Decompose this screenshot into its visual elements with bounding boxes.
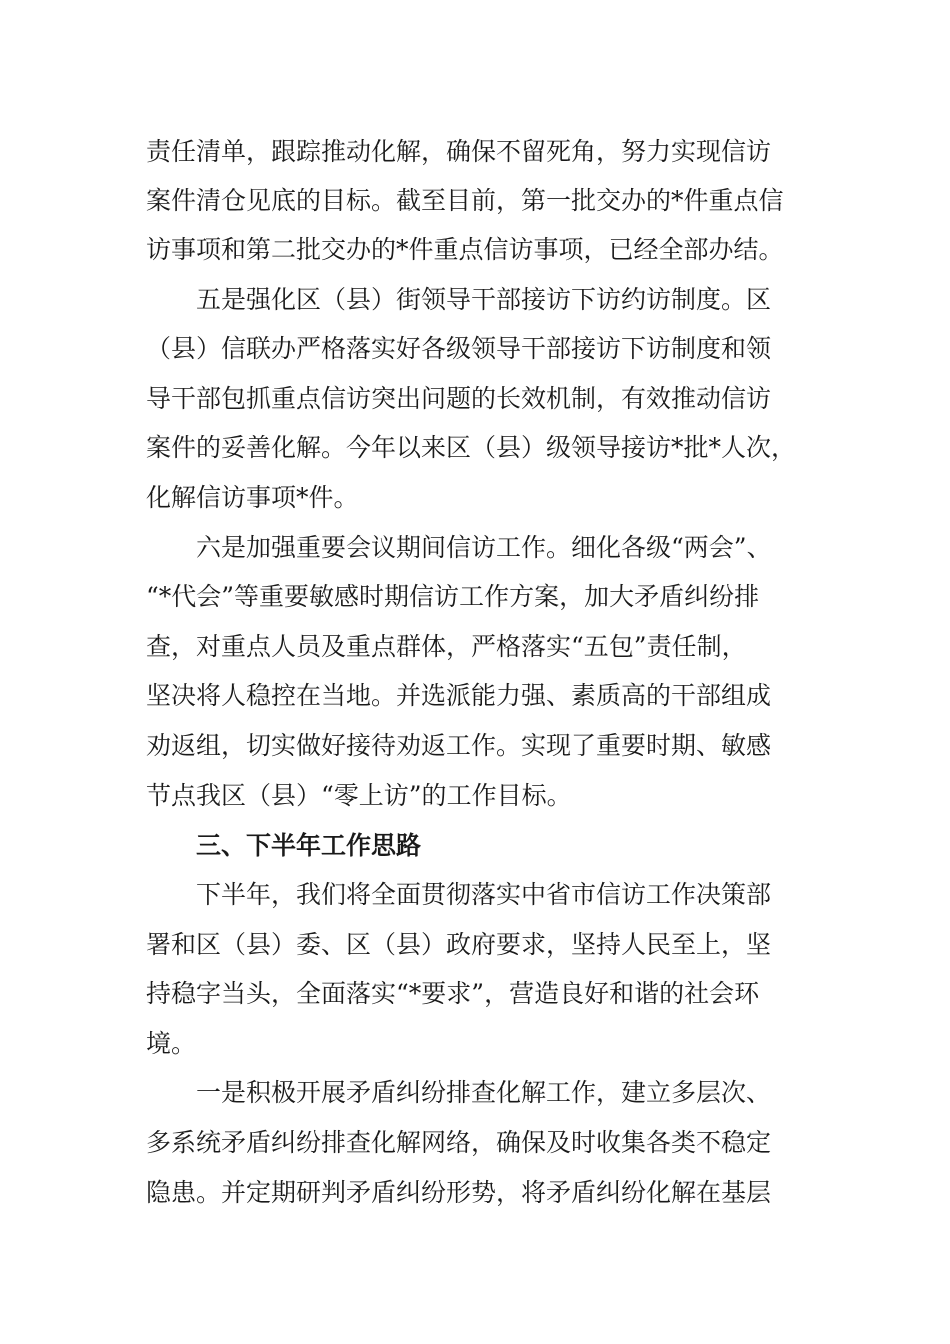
text-line: 劝返组，切实做好接待劝返工作。实现了重要时期、敏感 [146, 731, 772, 760]
text-line: 案件清仓见底的目标。截至目前，第一批交办的*件重点信 [146, 186, 784, 215]
paragraph-start-line: 一是积极开展矛盾纠纷排查化解工作，建立多层次、 [196, 1078, 772, 1107]
text-line: 化解信访事项*件。 [146, 483, 359, 512]
text-line: 案件的妥善化解。今年以来区（县）级领导接访*批*人次， [146, 433, 797, 462]
text-line: 责任清单，跟踪推动化解，确保不留死角，努力实现信访 [146, 137, 772, 166]
text-line: 隐患。并定期研判矛盾纠纷形势，将矛盾纠纷化解在基层 [146, 1178, 772, 1207]
text-line: 节点我区（县）“零上访”的工作目标。 [146, 781, 572, 810]
paragraph-start-line: 五是强化区（县）街领导干部接访下访约访制度。区 [196, 285, 772, 314]
text-line: 导干部包抓重点信访突出问题的长效机制，有效推动信访 [146, 384, 772, 413]
text-line: （县）信联办严格落实好各级领导干部接访下访制度和领 [146, 334, 772, 363]
text-line: 境。 [146, 1029, 197, 1058]
paragraph-start-line: 六是加强重要会议期间信访工作。细化各级“两会”、 [196, 533, 772, 562]
paragraph-start-line: 下半年，我们将全面贯彻落实中省市信访工作决策部 [196, 880, 772, 909]
text-line: 多系统矛盾纠纷排查化解网络，确保及时收集各类不稳定 [146, 1128, 772, 1157]
text-line: “*代会”等重要敏感时期信访工作方案，加大矛盾纠纷排 [146, 582, 760, 611]
section-heading: 三、下半年工作思路 [196, 831, 422, 860]
text-line: 持稳字当头，全面落实“*要求”，营造良好和谐的社会环 [146, 979, 760, 1008]
text-line: 查，对重点人员及重点群体，严格落实“五包”责任制， [146, 632, 747, 661]
text-line: 坚决将人稳控在当地。并选派能力强、素质高的干部组成 [146, 681, 772, 710]
text-line: 署和区（县）委、区（县）政府要求，坚持人民至上，坚 [146, 930, 772, 959]
text-line: 访事项和第二批交办的*件重点信访事项，已经全部办结。 [146, 235, 784, 264]
